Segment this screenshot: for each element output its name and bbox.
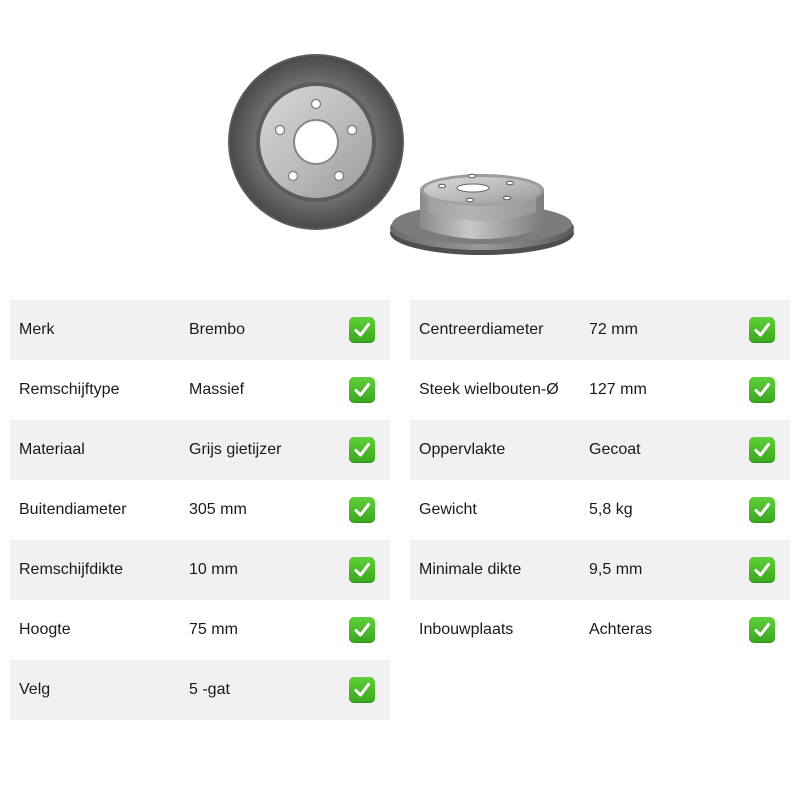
check-mark-icon [749, 617, 775, 643]
check-mark-icon [349, 557, 375, 583]
spec-row-buitendiameter [10, 480, 390, 540]
check-mark-icon [749, 377, 775, 403]
spec-row-centreerdiameter [410, 300, 790, 360]
spec-value: 9,5 mm [589, 561, 643, 578]
check-mark-icon [349, 317, 375, 343]
check-mark-icon [749, 557, 775, 583]
spec-label: Centreerdiameter [419, 321, 544, 338]
product-image [0, 0, 800, 290]
spec-label: Hoogte [19, 621, 71, 638]
brake-disc-front [228, 54, 404, 230]
spec-table-right [410, 300, 790, 660]
spec-value: 75 mm [189, 621, 238, 638]
spec-value: 10 mm [189, 561, 238, 578]
check-mark-icon [749, 317, 775, 343]
check-mark-icon [749, 437, 775, 463]
spec-value: Gecoat [589, 441, 641, 458]
spec-label: Minimale dikte [419, 561, 522, 578]
spec-row-materiaal [10, 420, 390, 480]
spec-label: Materiaal [19, 441, 85, 458]
spec-label: Merk [19, 321, 55, 338]
spec-row-remschijfdikte [10, 540, 390, 600]
check-mark-icon [749, 497, 775, 523]
spec-label: Inbouwplaats [419, 621, 514, 638]
spec-row-velg [10, 660, 390, 720]
spec-row-gewicht [410, 480, 790, 540]
check-mark-icon [349, 677, 375, 703]
spec-label: Remschijfdikte [19, 561, 124, 578]
check-mark-icon [349, 377, 375, 403]
check-mark-icon [349, 497, 375, 523]
brake-disc-angled [390, 174, 574, 255]
spec-row-remschijftype [10, 360, 390, 420]
spec-row-merk [10, 300, 390, 360]
check-mark-icon [349, 617, 375, 643]
spec-row-steek-wielbouten [410, 360, 790, 420]
spec-label: Remschijftype [19, 381, 120, 398]
spec-value: Grijs gietijzer [189, 441, 282, 458]
spec-label: Gewicht [419, 501, 477, 518]
spec-value: 305 mm [189, 501, 247, 518]
spec-value: 5,8 kg [589, 501, 633, 518]
spec-value: Massief [189, 381, 245, 398]
spec-row-hoogte [10, 600, 390, 660]
spec-value: 127 mm [589, 381, 647, 398]
spec-row-minimale-dikte [410, 540, 790, 600]
spec-value: 72 mm [589, 321, 638, 338]
check-mark-icon [349, 437, 375, 463]
spec-label: Buitendiameter [19, 501, 127, 518]
spec-label: Oppervlakte [419, 441, 506, 458]
spec-value: Achteras [589, 621, 653, 638]
spec-row-oppervlakte [410, 420, 790, 480]
spec-table-left [10, 300, 390, 720]
spec-label: Velg [19, 681, 51, 698]
spec-value: Brembo [189, 321, 246, 338]
spec-row-inbouwplaats [410, 600, 790, 660]
spec-label: Steek wielbouten-Ø [419, 381, 559, 398]
spec-value: 5 -gat [189, 681, 230, 698]
